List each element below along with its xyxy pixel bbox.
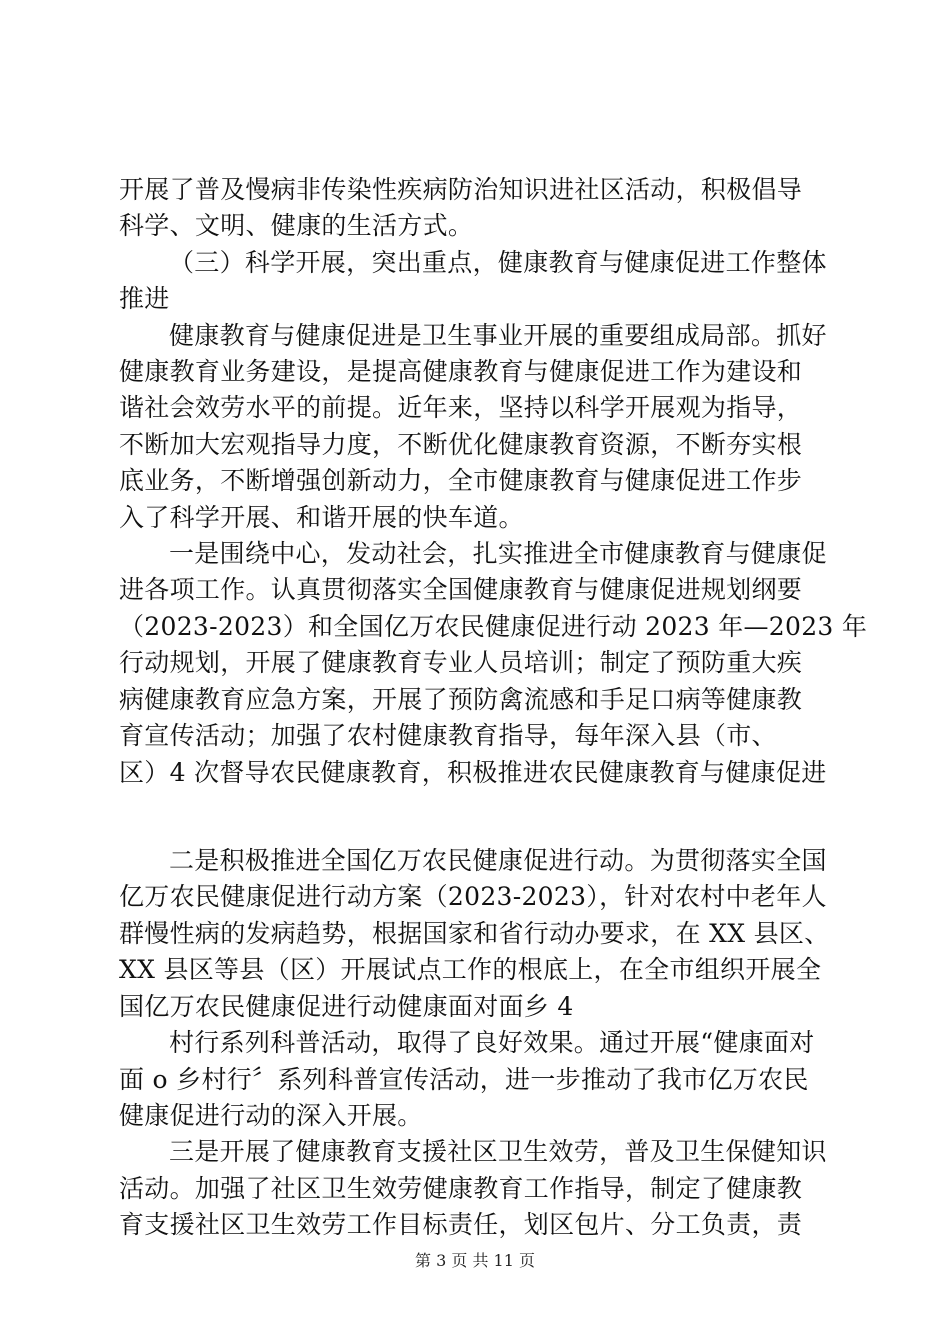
text-line: 底业务，不断增强创新动力，全市健康教育与健康促进工作步 — [119, 466, 803, 495]
text-line: 行动规划，开展了健康教育专业人员培训；制定了预防重大疾 — [119, 648, 803, 677]
text-line: 群慢性病的发病趋势，根据国家和省行动办要求，在 XX 县区、 — [119, 919, 830, 948]
text-line: 一是围绕中心，发动社会，扎实推进全市健康教育与健康促 — [169, 539, 827, 568]
text-line: 病健康教育应急方案，开展了预防禽流感和手足口病等健康教 — [119, 685, 803, 714]
section-heading: （三）科学开展，突出重点，健康教育与健康促进工作整体 — [169, 248, 827, 277]
text-line: XX 县区等县（区）开展试点工作的根底上，在全市组织开展全 — [119, 955, 822, 984]
text-line: 国亿万农民健康促进行动健康面对面乡 4 — [119, 992, 574, 1021]
text-line: 进各项工作。认真贯彻落实全国健康教育与健康促进规划纲要 — [119, 575, 803, 604]
text-line: 不断加大宏观指导力度，不断优化健康教育资源，不断夯实根 — [119, 430, 803, 459]
text-line: 健康教育与健康促进是卫生事业开展的重要组成局部。抓好 — [169, 321, 827, 350]
text-line: 村行系列科普活动，取得了良好效果。通过开展“健康面对 — [169, 1028, 815, 1057]
text-line: 面 o 乡村行〞系列科普宣传活动，进一步推动了我市亿万农民 — [119, 1065, 809, 1094]
section-heading-cont: 推进 — [119, 284, 170, 313]
text-line: 谐社会效劳水平的前提。近年来，坚持以科学开展观为指导， — [119, 393, 803, 422]
page-footer: 第 3 页 共 11 页 — [415, 1251, 535, 1270]
text-line: 入了科学开展、和谐开展的快车道。 — [119, 503, 524, 532]
text-line: 活动。加强了社区卫生效劳健康教育工作指导，制定了健康教 — [119, 1174, 803, 1203]
text-line: 区）4 次督导农民健康教育，积极推进农民健康教育与健康促进 — [119, 758, 827, 787]
text-line: 健康促进行动的深入开展。 — [119, 1101, 423, 1130]
text-line: 二是积极推进全国亿万农民健康促进行动。为贯彻落实全国 — [169, 846, 827, 875]
text-line: 三是开展了健康教育支援社区卫生效劳，普及卫生保健知识 — [169, 1137, 827, 1166]
text-line: 育宣传活动；加强了农村健康教育指导，每年深入县（市、 — [119, 721, 777, 750]
text-line: 亿万农民健康促进行动方案（2023-2023），针对农村中老年人 — [119, 882, 827, 911]
text-line: （2023-2023）和全国亿万农民健康促进行动 2023 年—2023 年 — [119, 612, 868, 641]
text-line: 健康教育业务建设，是提高健康教育与健康促进工作为建设和 — [119, 357, 803, 386]
text-line: 科学、文明、健康的生活方式。 — [119, 211, 474, 240]
text-line: 育支援社区卫生效劳工作目标责任，划区包片、分工负责，责 — [119, 1210, 803, 1239]
text-line: 开展了普及慢病非传染性疾病防治知识进社区活动，积极倡导 — [119, 175, 803, 204]
